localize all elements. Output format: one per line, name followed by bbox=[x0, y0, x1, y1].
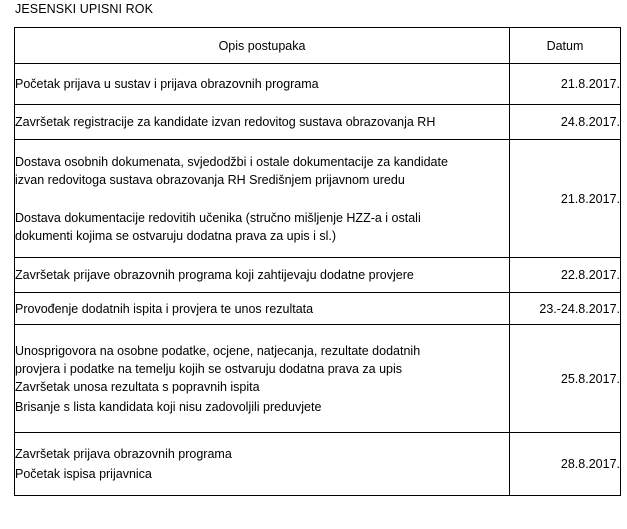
description-line: dokumenti kojima se ostvaruju dodatna prava za upis i sl.) bbox=[15, 228, 336, 243]
row-description bbox=[15, 105, 510, 140]
description-line: Završetak registracije za kandidate izvan redovitog sustava obrazovanja RH bbox=[15, 115, 436, 129]
description-line: Dostava dokumentacije redovitih učenika (stručno mišljenje HZZ-a i ostali bbox=[15, 210, 421, 225]
table-row bbox=[15, 258, 621, 293]
row-description bbox=[15, 140, 510, 258]
row-date: 24.8.2017. bbox=[510, 105, 621, 140]
table-row bbox=[15, 433, 621, 496]
description-line: Dostava osobnih dokumenata, svjedodžbi i ostale dokumentacije za kandidate bbox=[15, 154, 448, 169]
page-title: JESENSKI UPISNI ROK bbox=[15, 2, 154, 16]
row-description bbox=[15, 293, 510, 325]
description-line: Završetak prijava obrazovnih programa bbox=[15, 447, 232, 461]
enrollment-schedule-table bbox=[14, 27, 621, 496]
table-row bbox=[15, 325, 621, 433]
row-date: 22.8.2017. bbox=[510, 258, 621, 293]
row-date: 21.8.2017. bbox=[510, 140, 621, 258]
description-line: Početak ispisa prijavnica bbox=[15, 467, 152, 481]
description-line: Početak prijava u sustav i prijava obrazovnih programa bbox=[15, 77, 319, 91]
description-line: Unosprigovora na osobne podatke, ocjene, natjecanja, rezultate dodatnih bbox=[15, 343, 421, 358]
row-date: 28.8.2017. bbox=[510, 433, 621, 496]
description-line: Brisanje s lista kandidata koji nisu zadovoljili preduvjete bbox=[15, 399, 322, 414]
description-line: Završetak prijave obrazovnih programa koji zahtijevaju dodatne provjere bbox=[15, 268, 414, 282]
row-date: 21.8.2017. bbox=[510, 64, 621, 105]
row-date: 23.-24.8.2017. bbox=[510, 293, 621, 325]
row-description bbox=[15, 325, 510, 433]
table-row bbox=[15, 293, 621, 325]
row-description bbox=[15, 258, 510, 293]
description-line: provjera i podatke na temelju kojih se ostvaruju dodatna prava za upis bbox=[15, 361, 403, 376]
description-line: izvan redovitoga sustava obrazovanja RH Središnjem prijavnom uredu bbox=[15, 172, 405, 187]
description-line: Provođenje dodatnih ispita i provjera te unos rezultata bbox=[15, 301, 314, 316]
row-date: 25.8.2017. bbox=[510, 325, 621, 433]
header-description: Opis postupaka bbox=[15, 28, 510, 64]
table-header-row bbox=[15, 28, 621, 64]
row-description bbox=[15, 433, 510, 496]
description-line: Završetak unosa rezultata s popravnih ispita bbox=[15, 379, 260, 394]
table-row bbox=[15, 64, 621, 105]
header-date: Datum bbox=[510, 28, 621, 64]
row-description bbox=[15, 64, 510, 105]
table-row bbox=[15, 140, 621, 258]
table-row bbox=[15, 105, 621, 140]
